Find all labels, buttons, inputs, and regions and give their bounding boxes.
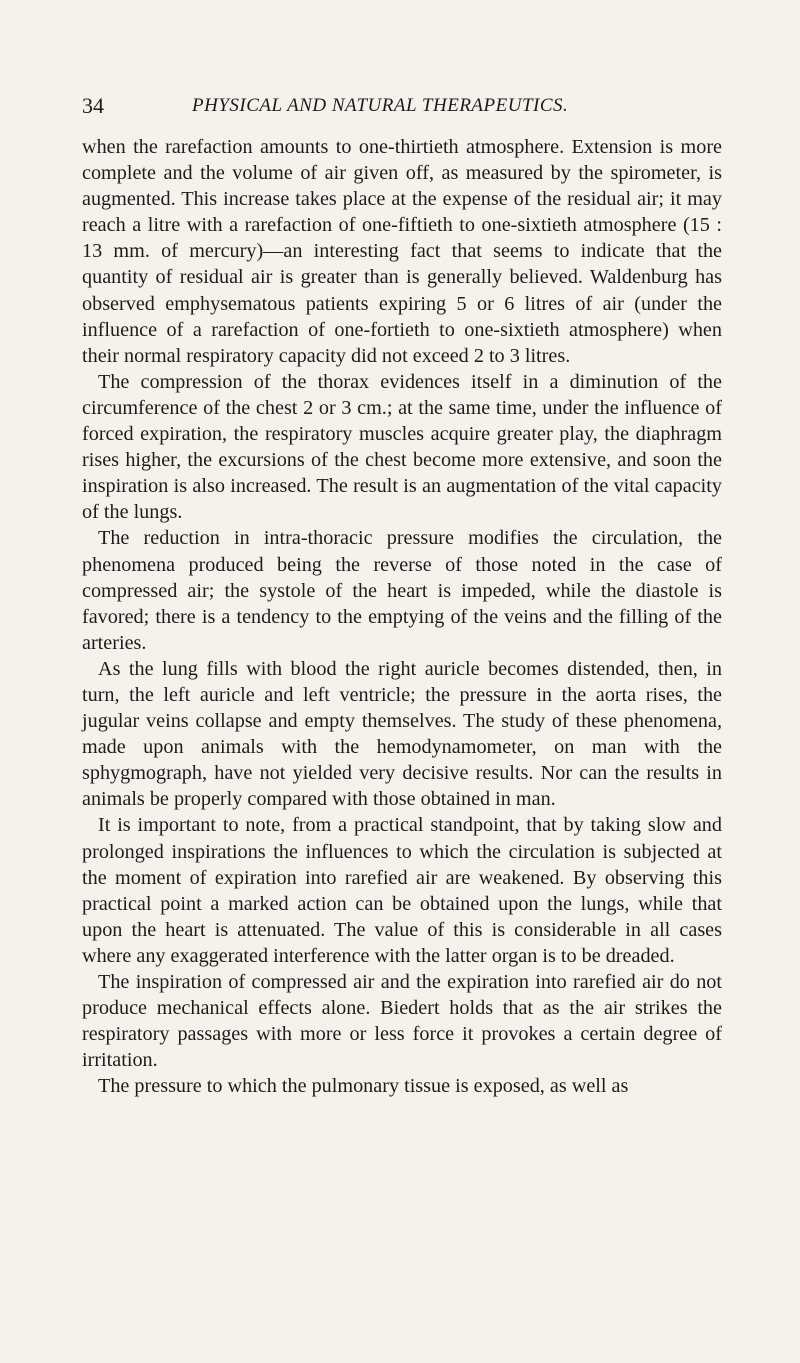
paragraph-intrathoracic-pressure: The reduction in intra-thoracic pressure modifies the circulation, the phenomena produced being the reverse of those noted in the case of compressed air; the systole of the heart is impeded, while the diastole is favored; there is a tendency to the emptying of the veins and the filling of the arteries.	[82, 527, 722, 654]
running-head: PHYSICAL AND NATURAL THERAPEUTICS.	[192, 95, 569, 116]
paragraph-pulmonary-pressure: The pressure to which the pulmonary tissue is exposed, as well as	[98, 1075, 629, 1098]
paragraph-thorax-compression: The compression of the thorax evidences itself in a diminution of the circumference of the chest 2 or 3 cm.; at the same time, under the influence of forced expiration, the respiratory muscles acquire greater play, the diaphragm rises higher, the excursions of the chest become more extensive, and soon the inspiration is also increased. The result is an augmentation of the vital capacity of the lungs.	[82, 370, 722, 524]
page-number: 34	[82, 93, 104, 118]
paragraph-inspiration-compressed-air: The inspiration of compressed air and the expiration into rarefied air do not produce mechanical effects alone. Biedert holds that as the air strikes the respiratory passages with more or less force it provokes a certain degree of irritation.	[82, 971, 722, 1072]
body-text	[82, 134, 722, 1099]
page-header	[82, 92, 722, 120]
paragraph-continued: when the rarefaction amounts to one-thirtieth atmosphere. Extension is more complete and the volume of air given off, as measured by the spirometer, is augmented. This increase takes place at the expense of the residual air; it may reach a litre with a rarefaction of one-fiftieth to one-sixtieth atmosphere (15 : 13 mm. of mercury)—an interesting fact that seems to indicate that the quantity of residual air is greater than is generally believed. Waldenburg has observed emphysematous patients expiring 5 or 6 litres of air (under the influence of a rarefaction of one-fortieth to one-sixtieth atmosphere) when their normal respiratory capacity did not exceed 2 to 3 litres.	[82, 136, 722, 367]
paragraph-lung-blood: As the lung fills with blood the right auricle becomes distended, then, in turn, the left auricle and left ventricle; the pressure in the aorta rises, the jugular veins collapse and empty themselves. The study of these phenomena, made upon animals with the hemodynamometer, on man with the sphygmograph, have not yielded very decisive results. Nor can the results in animals be properly compared with those obtained in man.	[82, 657, 722, 811]
paragraph-practical-standpoint: It is important to note, from a practical standpoint, that by taking slow and prolonged inspirations the influences to which the circulation is subjected at the moment of expiration into rarefied air are weakened. By observing this practical point a marked action can be obtained upon the lungs, while that upon the heart is attenuated. The value of this is considerable in all cases where any exaggerated interference with the latter organ is to be dreaded.	[82, 814, 722, 967]
